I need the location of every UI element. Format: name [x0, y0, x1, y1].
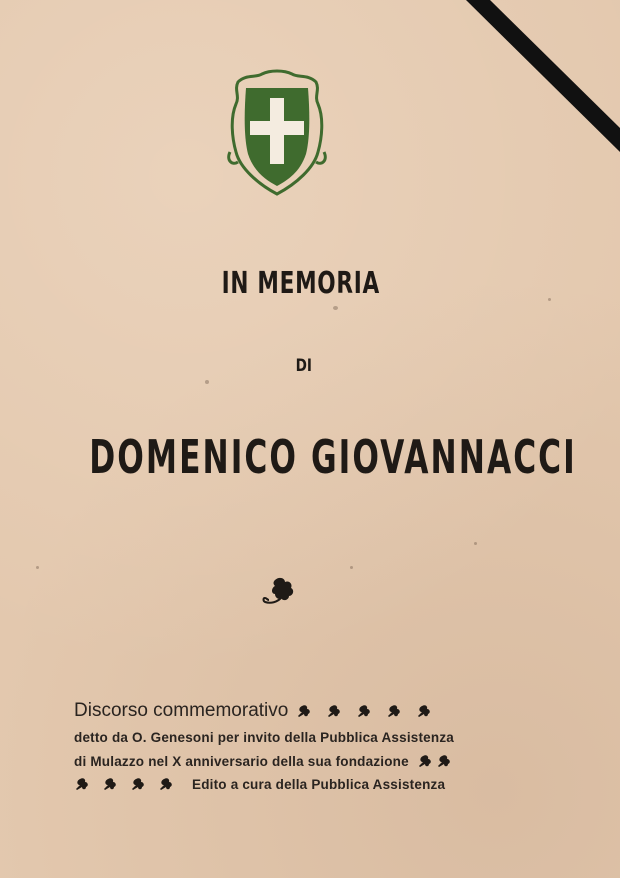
paper-speck: [474, 542, 477, 545]
leaf-fleuron-icon: [74, 777, 90, 791]
paper-speck: [333, 306, 338, 310]
honoree-name: DOMENICO GIOVANNACCI: [89, 430, 577, 484]
leaf-fleuron-icon: [102, 777, 118, 791]
title-in-memoria: IN MEMORIA: [221, 266, 380, 301]
savoy-cross-shield-icon: [226, 68, 328, 200]
footer-line-1: [74, 700, 432, 722]
leaf-fleuron-icon: [130, 777, 146, 791]
leaf-fleuron-icon: [417, 754, 433, 768]
footer-line-4: [74, 777, 445, 792]
leaf-fleuron-icon: [296, 704, 312, 718]
leaf-fleuron-icon: [356, 704, 372, 718]
footer-line-1-text: Discorso commemorativo: [74, 700, 289, 721]
leaf-fleuron-icon: [416, 704, 432, 718]
leaf-fleuron-icon: [326, 704, 342, 718]
footer-line-3-text: di Mulazzo nel X anniversario della sua fondazione: [74, 754, 409, 769]
paper-speck: [350, 566, 353, 569]
leaf-fleuron-icon: [158, 777, 174, 791]
paper-speck: [205, 380, 209, 384]
leaf-fleuron-icon: [436, 754, 452, 768]
footer-line-4-text: Edito a cura della Pubblica Assistenza: [192, 777, 446, 792]
title-connector-di: DI: [295, 356, 312, 376]
vine-leaf-icon: [261, 576, 297, 606]
footer-line-3: [74, 754, 452, 769]
paper-speck: [548, 298, 551, 301]
paper-speck: [36, 566, 39, 569]
leaf-fleuron-icon: [386, 704, 402, 718]
footer-line-2: detto da O. Genesoni per invito della Pubblica Assistenza: [74, 730, 454, 745]
